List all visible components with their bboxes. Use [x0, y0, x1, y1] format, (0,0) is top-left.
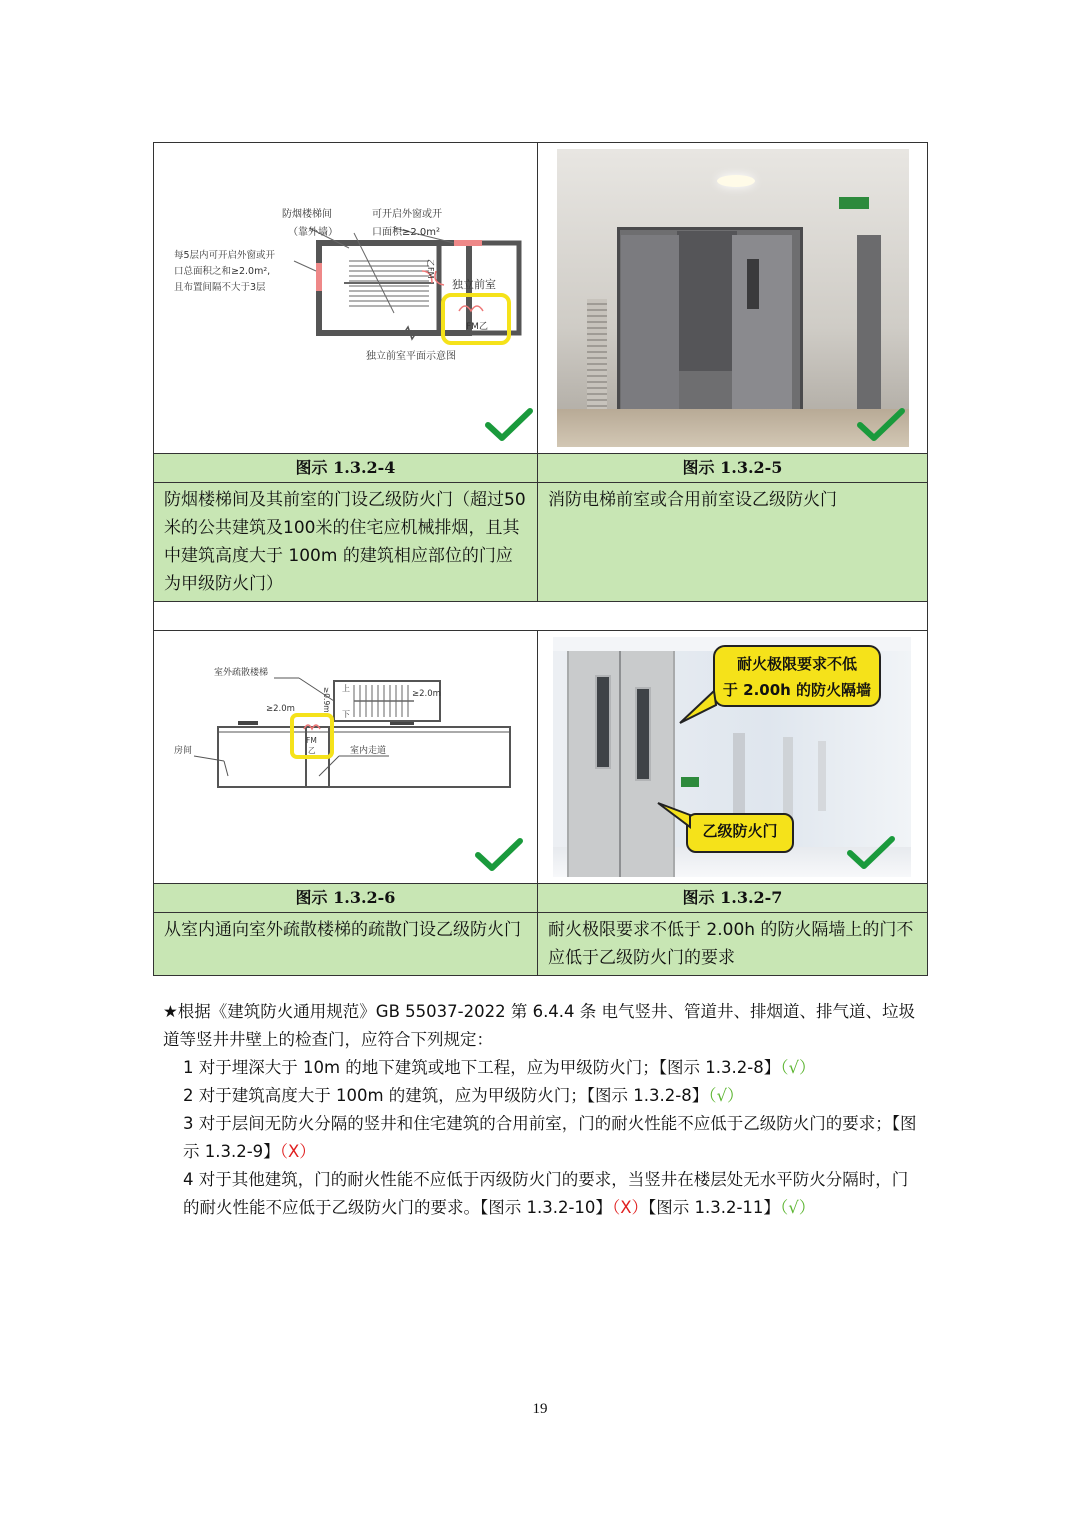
mark-pass: （√） — [708, 1086, 744, 1105]
callout-fire-wall-line1: 耐火极限要求不低 — [736, 655, 857, 673]
check-icon — [856, 407, 906, 443]
vestibule-plan-diagram — [154, 143, 538, 453]
callout-fire-wall-line2: 于 2.00h 的防火隔墙 — [722, 681, 872, 699]
figure-1-3-2-6-cell — [154, 631, 538, 884]
label-fm-6: FM — [306, 736, 317, 745]
label-up: 上 — [342, 684, 350, 693]
caption-1-3-2-4: 图示 1.3.2-4 — [154, 454, 538, 483]
caption-1-3-2-7: 图示 1.3.2-7 — [538, 884, 928, 913]
label-floor-1: 每5层内可开启外窗或开 — [174, 250, 276, 261]
diagram-title: 独立前室平面示意图 — [366, 351, 456, 362]
label-vestibule: 独立前室 — [452, 278, 496, 291]
description-1-3-2-7: 耐火极限要求不低于 2.00h 的防火隔墙上的门不应低于乙级防火门的要求 — [538, 913, 928, 976]
label-dim1: ≥2.0m — [266, 704, 295, 714]
mark-pass: （√） — [780, 1058, 816, 1077]
caption-1-3-2-6: 图示 1.3.2-6 — [154, 884, 538, 913]
description-1-3-2-6: 从室内通向室外疏散楼梯的疏散门设乙级防火门 — [154, 913, 538, 976]
label-floor-2: 口总面积之和≥2.0m², — [174, 266, 271, 277]
row-spacer — [154, 602, 928, 631]
label-window: 可开启外窗或开 — [372, 209, 442, 220]
description-1-3-2-5: 消防电梯前室或合用前室设乙级防火门 — [538, 483, 928, 602]
caption-1-3-2-5: 图示 1.3.2-5 — [538, 454, 928, 483]
label-room: 房间 — [174, 746, 193, 756]
label-stair: 防烟楼梯间 — [282, 209, 332, 220]
notes-item-2: 2 对于建筑高度大于 100m 的建筑，应为甲级防火门；【图示 1.3.2-8】（√） — [183, 1086, 744, 1105]
figure-table — [153, 142, 928, 976]
label-stair-sub: （靠外墙） — [288, 227, 338, 238]
callout-pointer-bottom — [656, 801, 696, 831]
regulation-notes — [163, 998, 923, 1222]
label-down: 下 — [342, 710, 350, 719]
label-fm: FM乙 — [466, 322, 488, 332]
label-outdoor-stair: 室外疏散楼梯 — [214, 668, 269, 678]
label-dim3: ≥0.9m — [322, 687, 331, 713]
label-floor-3: 且布置间隔不大于3层 — [174, 282, 266, 293]
notes-item-4: 4 对于其他建筑，门的耐火性能不应低于丙级防火门的要求，当竖井在楼层处无水平防火分隔时，门的耐火性能不应低于乙级防火门的要求。【图示 1.3.2-10】（X）【图示 1.3.2-11】（√） — [183, 1170, 909, 1217]
description-1-3-2-4: 防烟楼梯间及其前室的门设乙级防火门（超过50米的公共建筑及100米的住宅应机械排烟，且其中建筑高度大于 100m 的建筑相应部位的门应为甲级防火门） — [154, 483, 538, 602]
mark-fail: （X） — [611, 1198, 648, 1217]
mark-pass: （√） — [779, 1198, 816, 1217]
callout-fire-wall — [713, 645, 881, 707]
page-number: 19 — [532, 1401, 548, 1417]
notes-item-1: 1 对于埋深大于 10m 的地下建筑或地下工程，应为甲级防火门；【图示 1.3.2-8】（√） — [183, 1058, 816, 1077]
label-corridor: 室内走道 — [350, 746, 387, 756]
figure-1-3-2-4-cell — [154, 143, 538, 454]
label-fm-6b: 乙 — [308, 746, 316, 755]
figure-1-3-2-7-cell — [538, 631, 928, 884]
label-fm-left: 乙FM — [426, 259, 435, 279]
check-icon — [846, 835, 896, 871]
figure-1-3-2-5-cell — [538, 143, 928, 454]
check-icon — [484, 407, 534, 443]
check-icon — [474, 837, 524, 873]
label-window-sub: 口面积≥2.0m² — [372, 227, 441, 238]
callout-pointer-top — [678, 687, 718, 727]
mark-fail: （X） — [279, 1142, 316, 1161]
corridor-photo — [557, 149, 909, 447]
notes-intro: ★根据《建筑防火通用规范》GB 55037-2022 第 6.4.4 条 电气竖井、管道井、排烟道、排气道、垃圾道等竖井井壁上的检查门，应符合下列规定： — [163, 1002, 916, 1049]
notes-item-3: 3 对于层间无防火分隔的竖井和住宅建筑的合用前室，门的耐火性能不应低于乙级防火门的要求；【图示 1.3.2-9】（X） — [183, 1114, 917, 1161]
callout-fire-door: 乙级防火门 — [686, 813, 794, 853]
label-dim2: ≥2.0m — [412, 689, 441, 699]
